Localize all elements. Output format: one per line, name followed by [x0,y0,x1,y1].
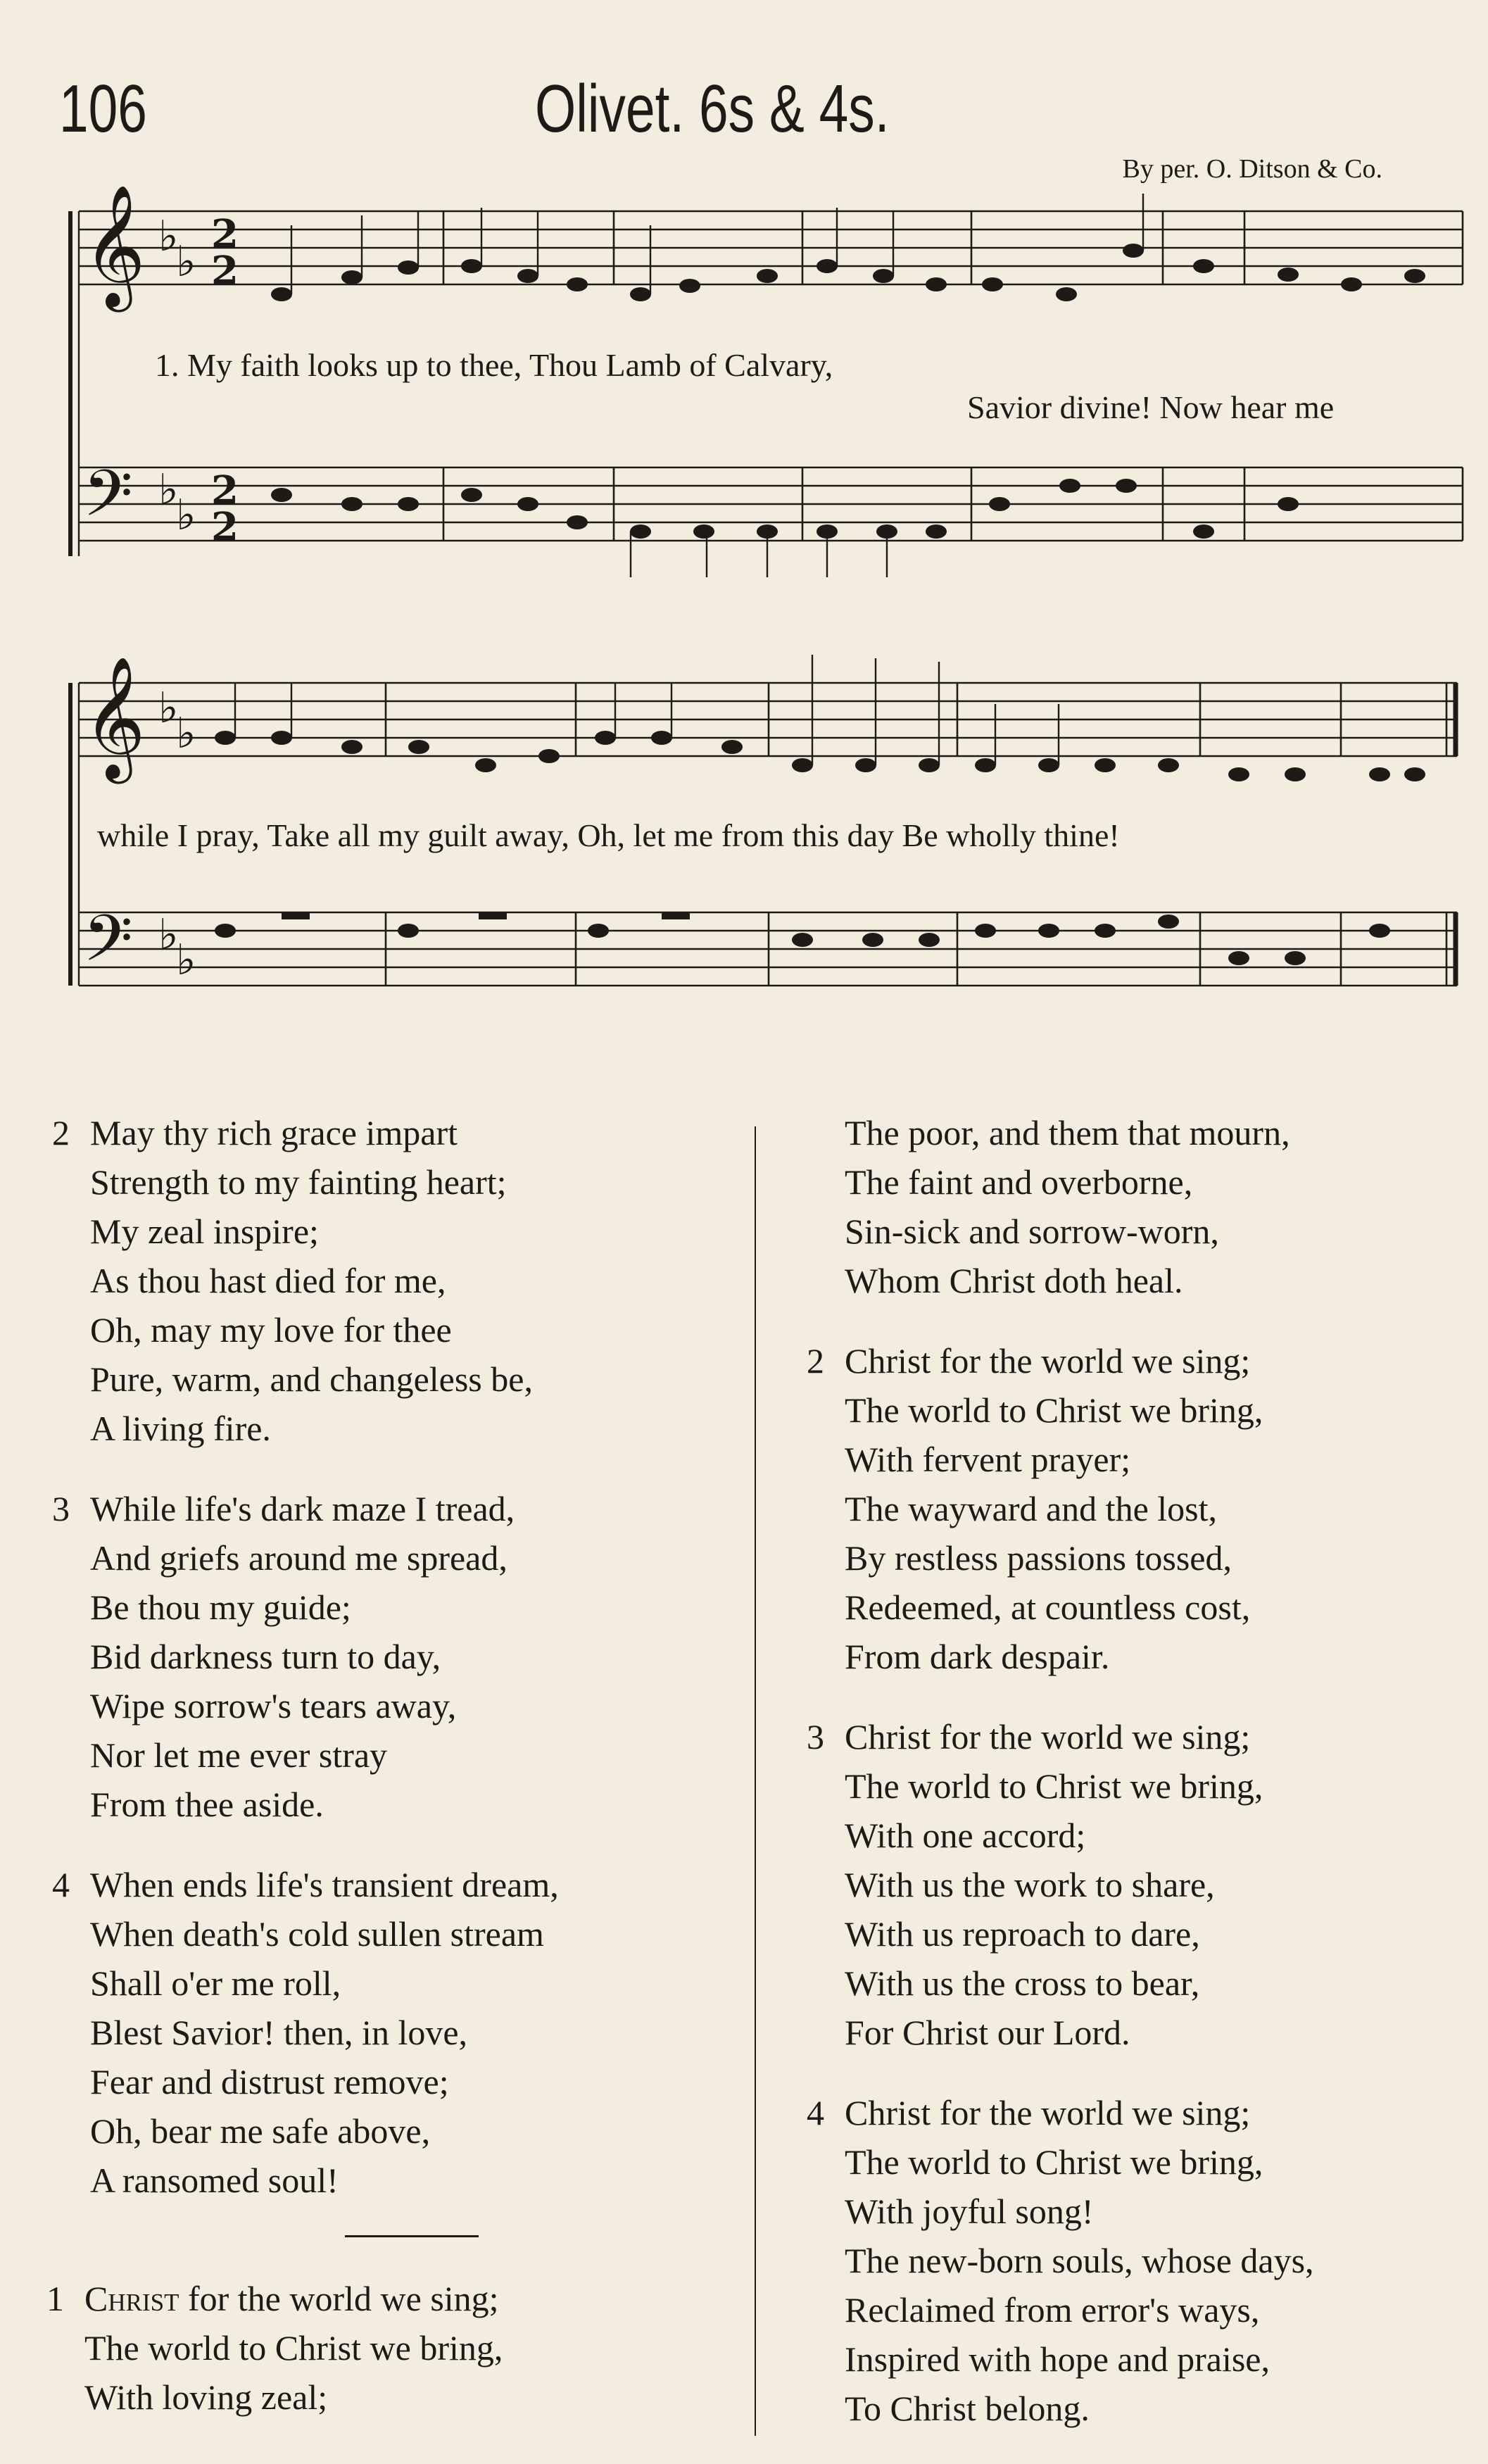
right-verse-column [807,1108,1461,2464]
verse-line: A living fire. [90,1409,271,1448]
verse-line: With us the work to share, [845,1865,1215,1904]
treble-clef-icon: 𝄞 [83,656,146,779]
verse-line: Be thou my guide; [90,1588,351,1627]
stanza-3 [52,1484,728,1829]
second-hymn-start [46,2274,722,2422]
lyric-line-2: Savior divine! Now hear me [967,389,1335,425]
verse-first-word: Christ [84,2279,179,2318]
svg-text:2: 2 [211,211,239,258]
svg-text:2: 2 [211,248,239,294]
svg-text:♭: ♭ [158,465,179,515]
bass-clef-icon: 𝄢 [83,901,133,991]
svg-text:2: 2 [211,504,239,551]
verse-line: The world to Christ we bring, [845,1390,1263,1430]
stanza-number: 2 [52,1113,70,1152]
svg-text:♭: ♭ [176,491,196,540]
verse-line: With us reproach to dare, [845,1914,1200,1954]
verse-line: Redeemed, at countless cost, [845,1588,1251,1627]
verse-line: Shall o'er me roll, [90,1963,341,2003]
stanza-3 [807,1712,1461,2057]
hymn-title: Olivet. 6s & 4s. [535,71,890,146]
stanza-number: 4 [807,2093,824,2132]
verse-line: Bid darkness turn to day, [90,1637,441,1676]
verse-line: With loving zeal; [84,2377,328,2417]
column-divider [755,1126,756,2436]
verse-line: From thee aside. [90,1785,324,1824]
copyright-notice: By per. O. Ditson & Co. [1122,154,1382,184]
verse-line: Christ for the world we sing; [845,2093,1251,2132]
verse-line: A ransomed soul! [90,2161,339,2200]
lyric-line-1: 1. My faith looks up to thee, Thou Lamb of Calvary, [155,347,833,383]
bass-clef-icon: 𝄢 [83,456,133,546]
verse-line: Nor let me ever stray [90,1735,388,1775]
verse-line: Wipe sorrow's tears away, [90,1686,457,1726]
stanza-2 [807,1336,1461,1681]
verse-line: The world to Christ we bring, [84,2328,503,2368]
verse-line: To Christ belong. [845,2389,1090,2428]
svg-text:♭: ♭ [176,709,196,758]
stanza-continued [807,1108,1461,1305]
svg-text:♭: ♭ [176,936,196,985]
verse-line: Sin-sick and sorrow-worn, [845,1212,1219,1251]
stanza-2 [52,1108,728,1453]
verse-line: The wayward and the lost, [845,1489,1218,1528]
verse-line: for the world we sing; [179,2279,499,2318]
stanza-number: 3 [807,1717,824,1756]
music-score [0,0,1488,1042]
verse-line: The world to Christ we bring, [845,1766,1263,1806]
lyric-line-3: while I pray, Take all my guilt away, Oh, let me from this day Be wholly thine! [97,817,1120,853]
verse-line: Oh, may my love for thee [90,1310,452,1350]
stanza-number: 1 [46,2279,64,2318]
verse-line: Christ for the world we sing; [845,1717,1251,1756]
svg-text:♭: ♭ [158,212,179,261]
verse-line: The poor, and them that mourn, [845,1113,1290,1152]
verse-line: Oh, bear me safe above, [90,2111,431,2151]
verse-line: Whom Christ doth heal. [845,1261,1183,1300]
treble-clef-icon: 𝄞 [83,184,146,307]
verse-line: Strength to my fainting heart; [90,1162,507,1202]
svg-text:2: 2 [211,467,239,514]
verse-line: With us the cross to bear, [845,1963,1200,2003]
svg-text:♭: ♭ [176,237,196,287]
verse-line: Christ for the world we sing; [845,1341,1251,1381]
verse-line: Fear and distrust remove; [90,2062,449,2101]
svg-text:♭: ♭ [158,910,179,960]
svg-text:♭: ♭ [158,684,179,733]
verse-line: For Christ our Lord. [845,2013,1130,2052]
verse-line: Pure, warm, and changeless be, [90,1359,533,1399]
left-verse-column [52,1108,728,2236]
verse-line: My zeal inspire; [90,1212,319,1251]
verse-line: With fervent prayer; [845,1440,1131,1479]
verse-line: With joyful song! [845,2192,1094,2231]
verse-line: May thy rich grace impart [90,1113,458,1152]
verse-line: Inspired with hope and praise, [845,2339,1271,2379]
verse-line: Reclaimed from error's ways, [845,2290,1260,2330]
stanza-4 [52,1860,728,2205]
verse-line: The faint and overborne, [845,1162,1193,1202]
page-number: 106 [59,71,147,146]
stanza-4 [807,2088,1461,2433]
verse-line: When ends life's transient dream, [90,1865,559,1904]
verse-line: The new-born souls, whose days, [845,2241,1314,2280]
stanza-number: 3 [52,1489,70,1528]
verse-line: By restless passions tossed, [845,1538,1232,1578]
verse-line: The world to Christ we bring, [845,2142,1263,2182]
verse-line: With one accord; [845,1816,1086,1855]
verse-line: When death's cold sullen stream [90,1914,544,1954]
verse-line: From dark despair. [845,1637,1110,1676]
verse-line: While life's dark maze I tread, [90,1489,515,1528]
verse-line: Blest Savior! then, in love, [90,2013,468,2052]
verse-line: As thou hast died for me, [90,1261,446,1300]
verse-line: And griefs around me spread, [90,1538,507,1578]
stanza-number: 4 [52,1865,70,1904]
stanza-number: 2 [807,1341,824,1381]
